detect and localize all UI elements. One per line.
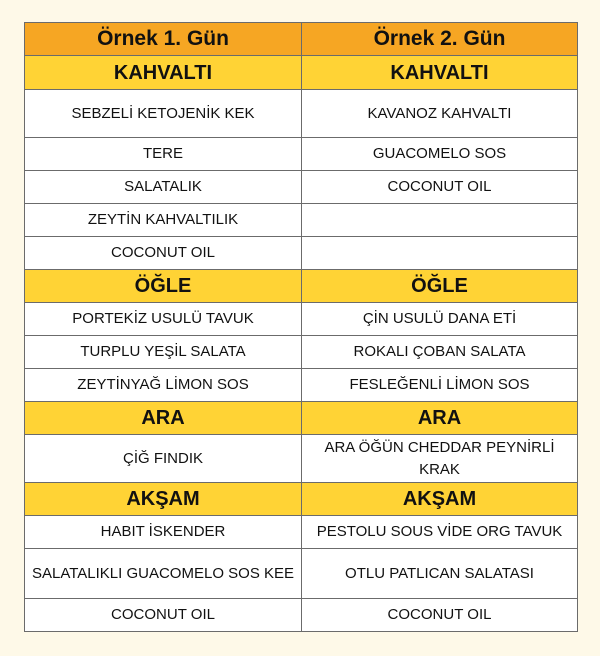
meal-section-row [25,270,578,303]
meal-item: ROKALI ÇOBAN SALATA [302,336,578,369]
meal-item: HABIT İSKENDER [25,516,302,549]
meal-section-row [25,402,578,435]
meal-item-row [25,549,578,599]
meal-item: PESTOLU SOUS VİDE ORG TAVUK [302,516,578,549]
meal-item [302,237,578,270]
meal-item: ZEYTİNYAĞ LİMON SOS [25,369,302,402]
section-title: KAHVALTI [25,56,302,90]
section-title: ÖĞLE [302,270,578,303]
meal-item: GUACOMELO SOS [302,138,578,171]
meal-item: ÇİN USULÜ DANA ETİ [302,303,578,336]
meal-item: ZEYTİN KAHVALTILIK [25,204,302,237]
meal-item: KAVANOZ KAHVALTI [302,90,578,138]
meal-item: PORTEKİZ USULÜ TAVUK [25,303,302,336]
section-title: AKŞAM [302,483,578,516]
day2-header: Örnek 2. Gün [302,23,578,56]
meal-section-row [25,56,578,90]
meal-item: OTLU PATLICAN SALATASI [302,549,578,599]
meal-item: COCONUT OIL [302,171,578,204]
meal-item: COCONUT OIL [25,599,302,632]
meal-section-row [25,483,578,516]
meal-item: ÇİĞ FINDIK [25,435,302,483]
meal-item-row [25,90,578,138]
meal-item-row [25,599,578,632]
section-title: AKŞAM [25,483,302,516]
meal-item: SALATALIK [25,171,302,204]
section-title: ÖĞLE [25,270,302,303]
meal-item-row [25,516,578,549]
meal-item: SEBZELİ KETOJENİK KEK [25,90,302,138]
meal-item-row [25,303,578,336]
meal-item [302,204,578,237]
meal-item: TERE [25,138,302,171]
header-row [25,23,578,56]
meal-item: ARA ÖĞÜN CHEDDAR PEYNİRLİ KRAK [302,435,578,483]
meal-item: COCONUT OIL [302,599,578,632]
meal-item-row [25,369,578,402]
day1-header: Örnek 1. Gün [25,23,302,56]
meal-item-row [25,204,578,237]
meal-item: COCONUT OIL [25,237,302,270]
meal-item-row [25,171,578,204]
meal-item: SALATALIKLI GUACOMELO SOS KEE [25,549,302,599]
meal-item-row [25,138,578,171]
section-title: ARA [25,402,302,435]
meal-item-row [25,237,578,270]
meal-item: FESLEĞENLİ LİMON SOS [302,369,578,402]
section-title: ARA [302,402,578,435]
meal-item-row [25,435,578,483]
meal-item-row [25,336,578,369]
meal-item: TURPLU YEŞİL SALATA [25,336,302,369]
meal-plan-body [25,56,578,632]
meal-plan-table [24,22,578,632]
section-title: KAHVALTI [302,56,578,90]
